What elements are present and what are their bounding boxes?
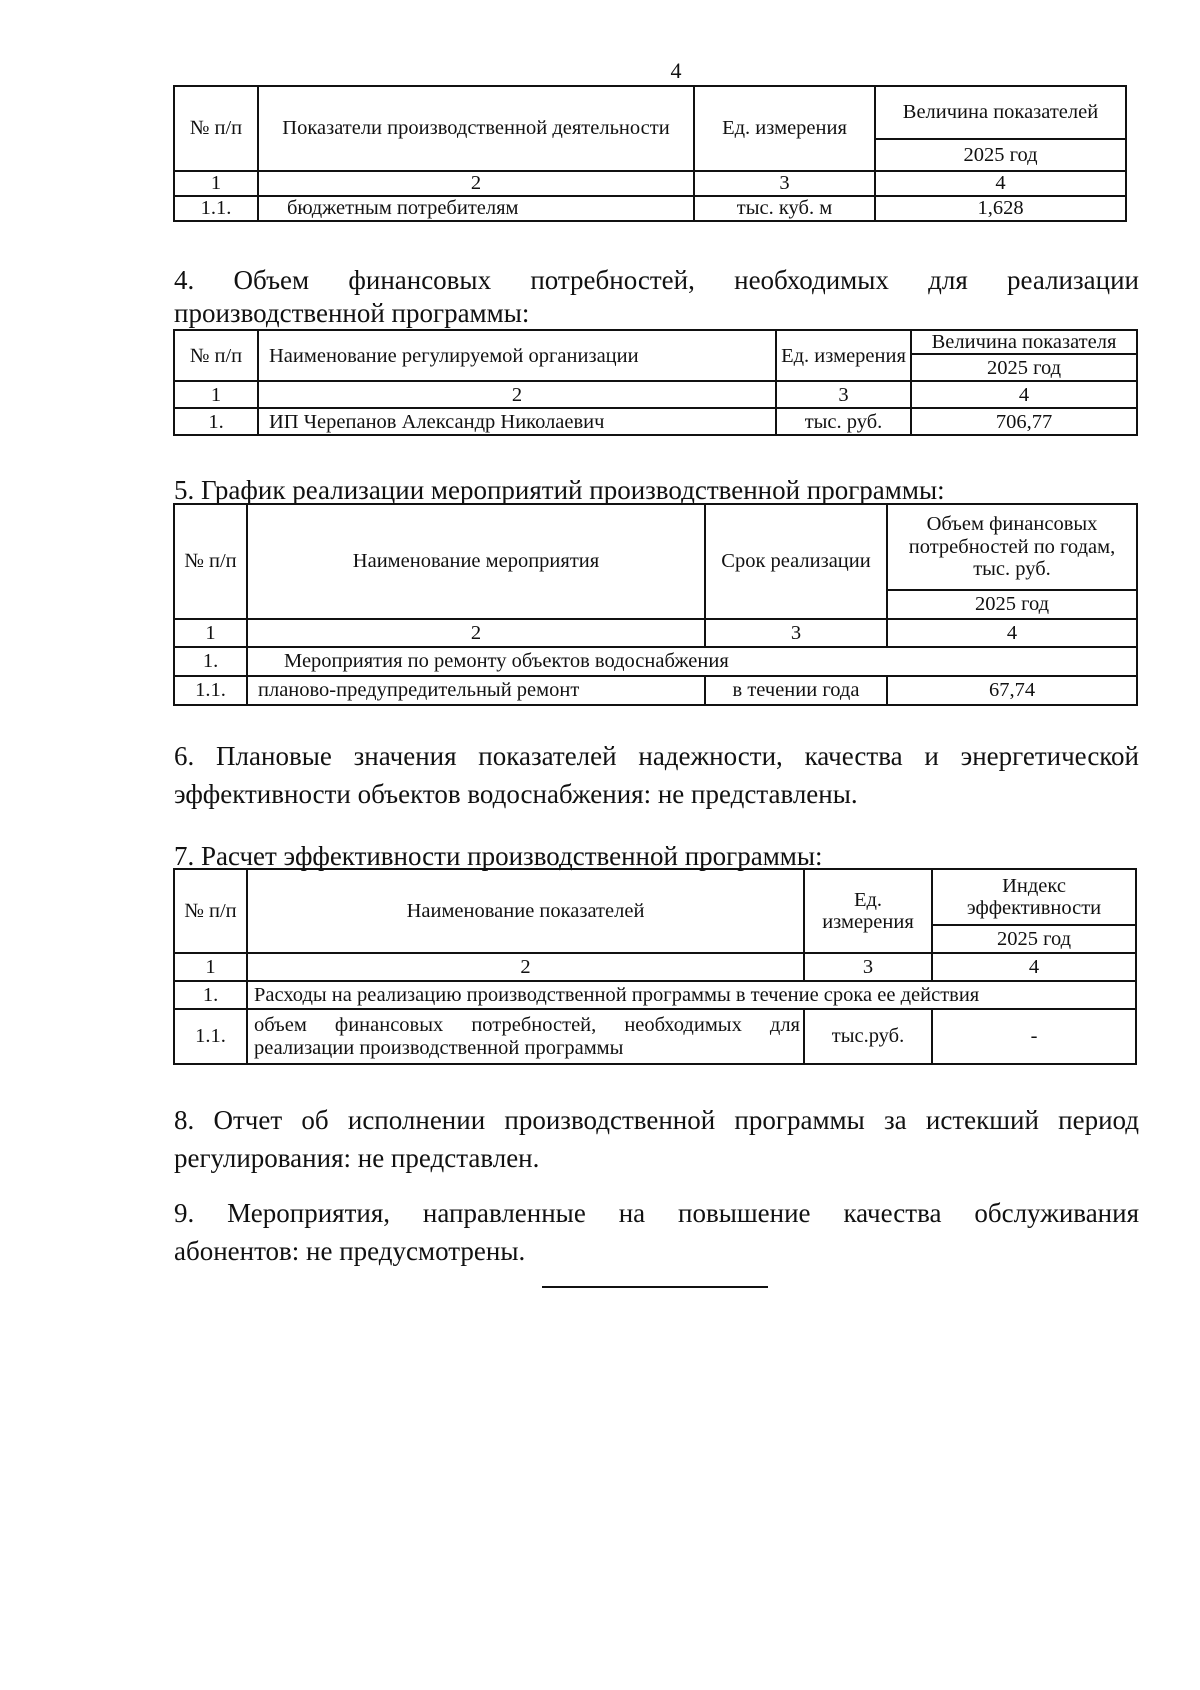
section-8-line-2: регулирования: не представлен. — [174, 1143, 540, 1173]
table-row — [174, 196, 1126, 221]
column-number-row — [174, 171, 1126, 196]
row-num: 1. — [174, 408, 258, 435]
header-volume: Объем финансовых потребностей по годам, тыс. руб. — [887, 504, 1137, 590]
section-4-line-1: 4. Объем финансовых потребностей, необходимых для реализации — [174, 265, 1139, 295]
col-number-4: 4 — [932, 953, 1136, 981]
header-num: № п/п — [174, 869, 247, 953]
row-unit: тыс. руб. — [776, 408, 911, 435]
header-value-group: Величина показателей — [875, 86, 1126, 139]
section-4-heading — [174, 264, 1139, 330]
header-unit: Ед. измерения — [804, 869, 932, 953]
section-9-line-2: абонентов: не предусмотрены. — [174, 1236, 526, 1266]
table-row — [174, 408, 1137, 435]
col-number-3: 3 — [705, 619, 887, 647]
row-value: 706,77 — [911, 408, 1137, 435]
row-unit: тыс.руб. — [804, 1009, 932, 1064]
group-row — [174, 647, 1137, 676]
col-number-4: 4 — [887, 619, 1137, 647]
header-name: Наименование мероприятия — [247, 504, 705, 619]
row-name: ИП Черепанов Александр Николаевич — [258, 408, 776, 435]
col-number-3: 3 — [694, 171, 875, 196]
column-number-row — [174, 953, 1136, 981]
closing-divider — [542, 1286, 768, 1288]
header-period: Срок реализации — [705, 504, 887, 619]
header-year: 2025 год — [932, 925, 1136, 953]
col-number-1: 1 — [174, 381, 258, 408]
column-number-row — [174, 619, 1137, 647]
header-value-group: Величина показателя — [911, 330, 1137, 354]
section-5-heading: 5. График реализации мероприятий производственной программы: — [174, 475, 945, 505]
col-number-1: 1 — [174, 953, 247, 981]
header-num: № п/п — [174, 86, 258, 171]
col-number-1: 1 — [174, 171, 258, 196]
efficiency-table — [173, 868, 1137, 1065]
group-row-name: Мероприятия по ремонту объектов водоснабжения — [247, 647, 1137, 676]
schedule-table — [173, 503, 1138, 706]
col-number-4: 4 — [911, 381, 1137, 408]
section-6-line-1: 6. Плановые значения показателей надежности, качества и энергетической — [174, 741, 1139, 771]
row-num: 1.1. — [174, 196, 258, 221]
section-4-line-2: производственной программы: — [174, 298, 530, 328]
group-row — [174, 981, 1136, 1009]
header-org: Наименование регулируемой организации — [258, 330, 776, 381]
header-year: 2025 год — [875, 139, 1126, 171]
header-num: № п/п — [174, 330, 258, 381]
section-9-paragraph — [174, 1194, 1139, 1270]
page-number: 4 — [670, 58, 682, 83]
section-8-paragraph — [174, 1101, 1139, 1177]
section-6-line-2: эффективности объектов водоснабжения: не представлены. — [174, 779, 858, 809]
row-value: 1,628 — [875, 196, 1126, 221]
section-8-line-1: 8. Отчет об исполнении производственной программы за истекший период — [174, 1105, 1139, 1135]
row-value: - — [932, 1009, 1136, 1064]
col-number-2: 2 — [258, 381, 776, 408]
col-number-2: 2 — [258, 171, 694, 196]
row-value: 67,74 — [887, 676, 1137, 705]
row-num: 1.1. — [174, 676, 247, 705]
group-row-name: Расходы на реализацию производственной программы в течение срока ее действия — [247, 981, 1136, 1009]
row-num: 1.1. — [174, 1009, 247, 1064]
row-period: в течении года — [705, 676, 887, 705]
header-index: Индекс эффективности — [932, 869, 1136, 925]
header-year: 2025 год — [887, 590, 1137, 619]
header-unit: Ед. измерения — [694, 86, 875, 171]
row-name: планово-предупредительный ремонт — [247, 676, 705, 705]
header-year: 2025 год — [911, 354, 1137, 381]
row-unit: тыс. куб. м — [694, 196, 875, 221]
col-number-3: 3 — [776, 381, 911, 408]
section-9-line-1: 9. Мероприятия, направленные на повышение качества обслуживания — [174, 1198, 1139, 1228]
header-unit: Ед. измерения — [776, 330, 911, 381]
col-number-4: 4 — [875, 171, 1126, 196]
table-row — [174, 676, 1137, 705]
group-row-num: 1. — [174, 647, 247, 676]
section-6-paragraph — [174, 737, 1139, 813]
production-indicators-table — [173, 85, 1127, 222]
header-indicator: Показатели производственной деятельности — [258, 86, 694, 171]
header-name: Наименование показателей — [247, 869, 804, 953]
table-row — [174, 1009, 1136, 1064]
column-number-row — [174, 381, 1137, 408]
col-number-3: 3 — [804, 953, 932, 981]
col-number-1: 1 — [174, 619, 247, 647]
section-7-heading: 7. Расчет эффективности производственной программы: — [174, 841, 823, 871]
group-row-num: 1. — [174, 981, 247, 1009]
col-number-2: 2 — [247, 619, 705, 647]
row-name: объем финансовых потребностей, необходимых для реализации производственной программы — [247, 1009, 804, 1064]
row-name: бюджетным потребителям — [258, 196, 694, 221]
col-number-2: 2 — [247, 953, 804, 981]
financial-needs-table — [173, 329, 1138, 436]
header-num: № п/п — [174, 504, 247, 619]
